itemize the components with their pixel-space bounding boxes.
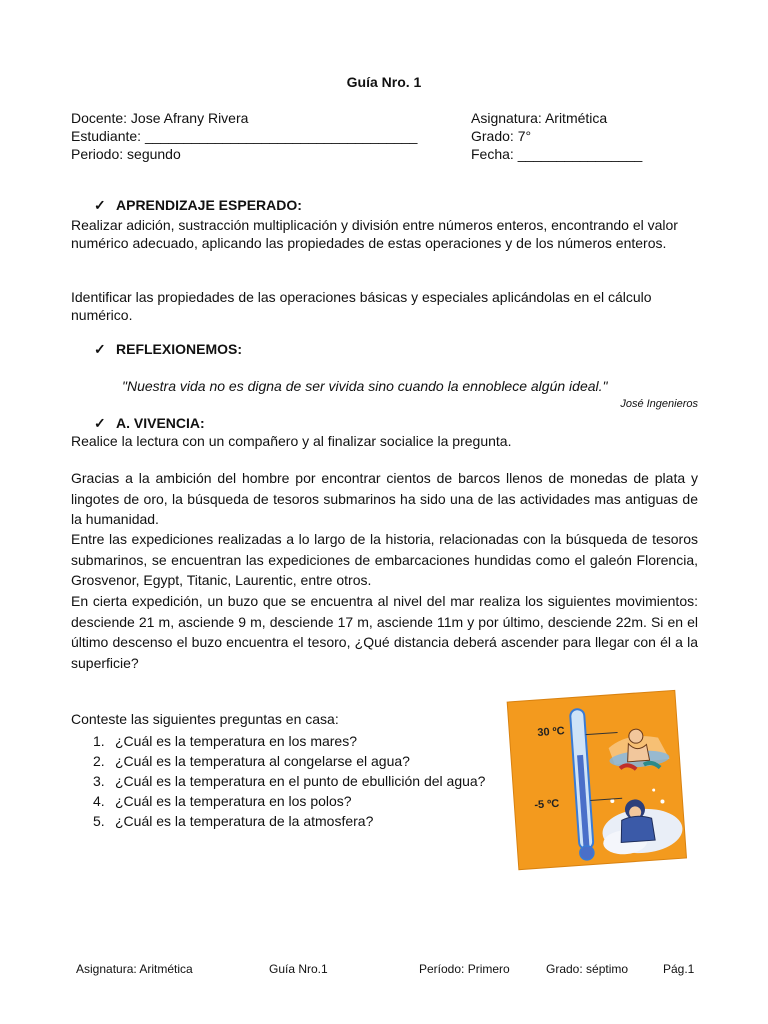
check-icon: ✓ — [94, 197, 106, 213]
vivencia-paragraph-1: Gracias a la ambición del hombre por encontrar cientos de barcos llenos de monedas de plata y lingotes de oro, la búsqueda de tesoros submarinos ha sido una de las actividades mas antiguas de la humanidad. — [71, 470, 698, 527]
question-number: 1. — [93, 733, 105, 749]
label-hot: 30 ºC — [536, 725, 566, 740]
heading-text: APRENDIZAJE ESPERADO: — [116, 197, 302, 213]
question-text: ¿Cuál es la temperatura en el punto de ebullición del agua? — [115, 773, 486, 789]
thermometer-illustration — [505, 688, 689, 877]
question-text: ¿Cuál es la temperatura en los mares? — [115, 733, 357, 749]
footer-grado: Grado: séptimo — [546, 962, 629, 976]
footer-page: Pág.1 — [663, 962, 695, 976]
aprendizaje-paragraph-2: Identificar las propiedades de las operaciones básicas y especiales aplicándolas en el cálculo numérico. — [71, 289, 652, 323]
question-item — [93, 771, 485, 791]
footer-asignatura: Asignatura: Aritmética — [76, 962, 193, 976]
question-text: ¿Cuál es la temperatura al congelarse el agua? — [115, 753, 410, 769]
asignatura-line: Asignatura: Aritmética — [471, 110, 608, 126]
question-item — [93, 731, 485, 751]
question-item — [93, 791, 485, 811]
page-title: Guía Nro. 1 — [346, 74, 422, 90]
periodo-line: Periodo: segundo — [71, 146, 181, 162]
check-icon: ✓ — [94, 341, 106, 357]
footer-periodo: Período: Primero — [419, 962, 510, 976]
footer-guia: Guía Nro.1 — [269, 962, 328, 976]
quote: "Nuestra vida no es digna de ser vivida sino cuando la ennoblece algún ideal." — [122, 378, 608, 394]
vivencia-paragraph-2: Entre las expediciones realizadas a lo largo de la historia, relacionadas con la búsqueda de tesoros submarinos, se encuentran las expediciones de embarcaciones hundidas como el galeón Florencia, Grosvenor, Egypt, Titanic, Laurentic, entre otros. — [71, 531, 698, 588]
question-text: ¿Cuál es la temperatura en los polos? — [115, 793, 352, 809]
estudiante-line: Estudiante: ___________________________________ — [71, 128, 418, 144]
aprendizaje-paragraph-1: Realizar adición, sustracción multiplicación y división entre números enteros, encontrando el valor numérico adecuado, aplicando las propiedades de estas operaciones y de los números enteros. — [71, 217, 678, 251]
questions-intro: Conteste las siguientes preguntas en casa: — [71, 711, 339, 727]
thermometer-icon — [505, 688, 689, 872]
question-number: 4. — [93, 793, 105, 809]
fecha-line: Fecha: ________________ — [471, 146, 643, 162]
check-icon: ✓ — [94, 415, 106, 431]
label-cold: -5 ºC — [534, 797, 560, 812]
header-left — [71, 109, 417, 163]
question-item — [93, 811, 485, 831]
vivencia-instruction: Realice la lectura con un compañero y al finalizar socialice la pregunta. — [71, 433, 512, 449]
vivencia-paragraph-3: En cierta expedición, un buzo que se encuentra al nivel del mar realiza los siguientes movimientos: desciende 21 m, asciende 9 m, desciende 17 m, asciende 11m y por último, desciende 22m. Si en el último descenso el buzo encuentra el tesoro, ¿Qué distancia deberá ascender para llegar con él a la superficie? — [71, 593, 698, 671]
heading-text: REFLEXIONEMOS: — [116, 341, 243, 357]
question-text: ¿Cuál es la temperatura de la atmosfera? — [115, 813, 374, 829]
question-number: 3. — [93, 773, 105, 789]
question-number: 2. — [93, 753, 105, 769]
docente-line: Docente: Jose Afrany Rivera — [71, 110, 249, 126]
section-heading-vivencia — [94, 415, 205, 432]
heading-text: A. VIVENCIA: — [116, 415, 205, 431]
section-heading-reflexionemos — [94, 341, 242, 358]
quote-author: José Ingenieros — [620, 398, 698, 410]
section-heading-aprendizaje — [94, 197, 302, 214]
question-item — [93, 751, 485, 771]
questions-list — [93, 731, 485, 831]
grado-line: Grado: 7° — [471, 128, 532, 144]
header-right — [471, 109, 642, 163]
question-number: 5. — [93, 813, 105, 829]
